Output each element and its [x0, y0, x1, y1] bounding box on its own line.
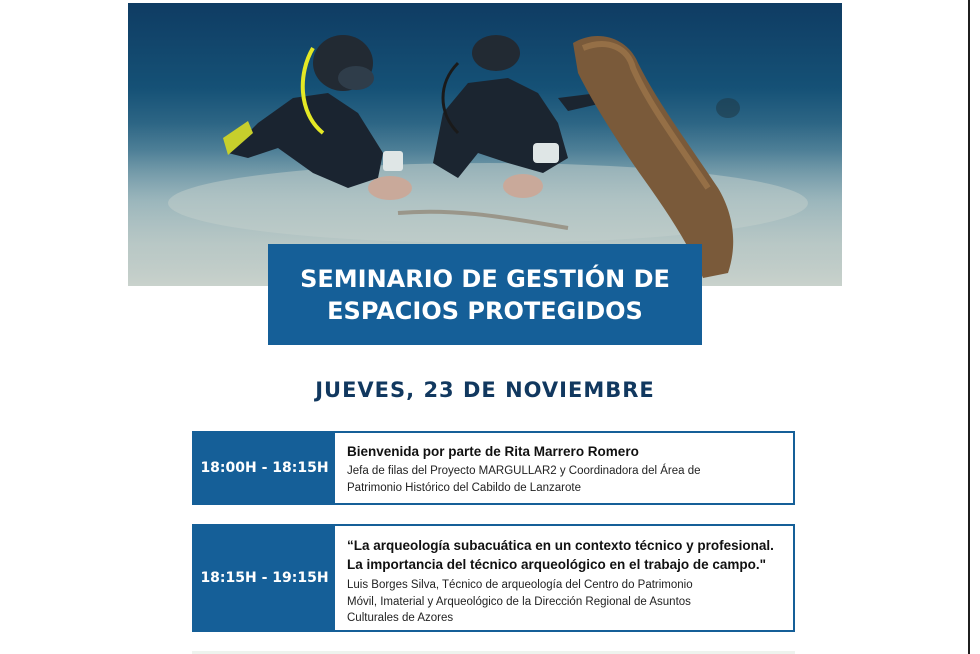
day-heading: JUEVES, 23 DE NOVIEMBRE — [315, 378, 655, 402]
agenda-content — [335, 433, 713, 503]
agenda-headline-line: La importancia del técnico arqueológico en el trabajo de campo." — [347, 557, 766, 572]
agenda-headline-line: “La arqueología subacuática en un contexto técnico y profesional. — [347, 538, 774, 553]
seminar-title — [300, 263, 670, 327]
agenda-content — [335, 526, 786, 630]
agenda-description — [347, 463, 701, 496]
seminar-title-banner — [268, 244, 702, 345]
agenda-description-line: Culturales de Azores — [347, 612, 454, 624]
agenda-time: 18:15H - 19:15H — [194, 526, 335, 630]
page-edge-rule — [968, 0, 970, 654]
agenda-description-line: Luis Borges Silva, Técnico de arqueología del Centro do Patrimonio — [347, 579, 693, 591]
agenda-headline — [347, 536, 774, 574]
agenda-headline: Bienvenida por parte de Rita Marrero Romero — [347, 444, 639, 459]
agenda-description — [347, 577, 774, 627]
agenda-item — [192, 524, 795, 632]
agenda-description-line: Móvil, Imaterial y Arqueológico de la Dirección Regional de Asuntos — [347, 595, 691, 608]
seminar-title-line1: SEMINARIO DE GESTIÓN DE — [300, 264, 670, 293]
agenda-description-line: Jefa de filas del Proyecto MARGULLAR2 y Coordinadora del Área de — [347, 465, 701, 477]
agenda-description-line: Patrimonio Histórico del Cabildo de Lanzarote — [347, 481, 581, 494]
agenda-time: 18:00H - 18:15H — [194, 433, 335, 503]
seminar-title-line2: ESPACIOS PROTEGIDOS — [327, 296, 643, 325]
agenda-item — [192, 431, 795, 505]
